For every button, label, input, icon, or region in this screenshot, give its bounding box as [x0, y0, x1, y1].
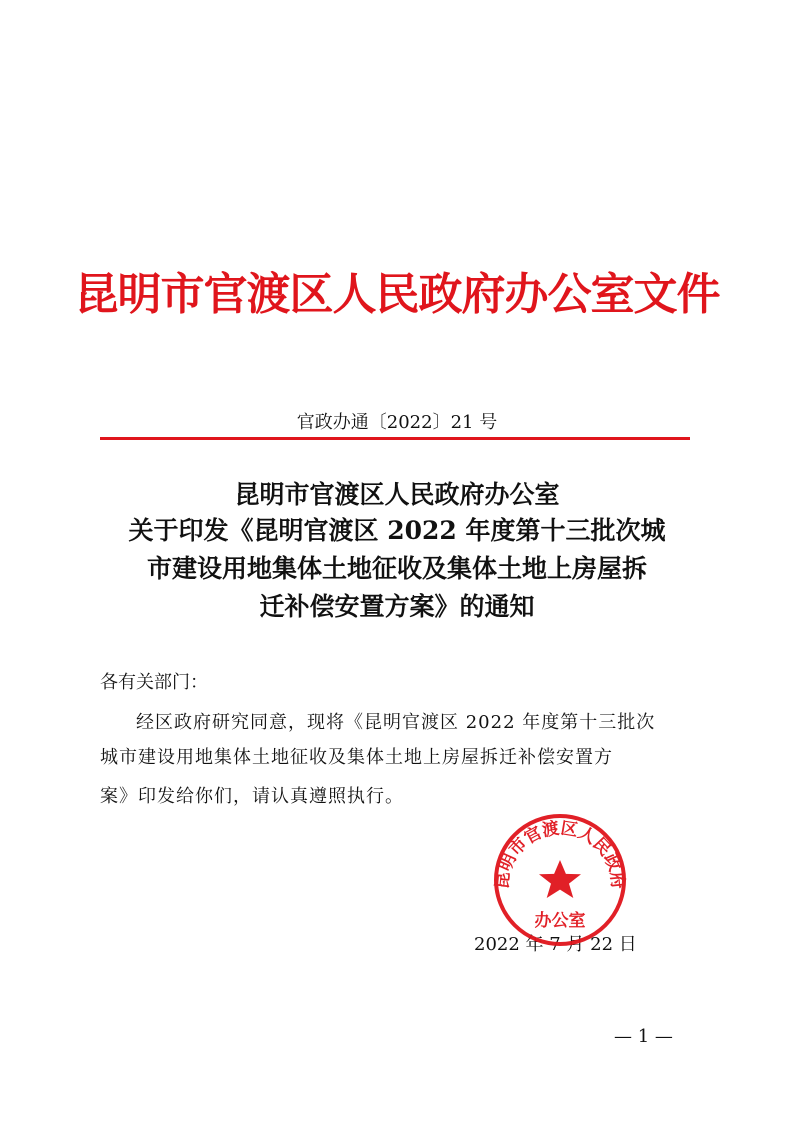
body-line-3: 案》印发给你们，请认真遵照执行。 — [100, 786, 404, 807]
title-line-3: 市建设用地集体土地征收及集体土地上房屋拆 — [146, 554, 647, 583]
document-masthead: 昆明市官渡区人民政府办公室文件 — [74, 269, 720, 320]
title-line-4: 迁补偿安置方案》的通知 — [259, 592, 535, 621]
document-number: 官政办通〔2022〕21 号 — [296, 412, 498, 433]
issue-date: 2022 年 7 月 22 日 — [474, 934, 637, 955]
page-number: — 1 — — [614, 1026, 673, 1047]
red-divider-line — [100, 437, 690, 440]
title-line-2: 关于印发《昆明官渡区 2022 年度第十三批次城 — [128, 516, 666, 545]
body-line-1: 经区政府研究同意，现将《昆明官渡区 2022 年度第十三批次 — [136, 712, 656, 733]
body-line-2: 城市建设用地集体土地征收及集体土地上房屋拆迁补偿安置方 — [100, 747, 613, 768]
salutation: 各有关部门： — [100, 672, 208, 693]
title-line-1: 昆明市官渡区人民政府办公室 — [234, 480, 560, 509]
seal-text-bottom: 办公室 — [534, 911, 586, 931]
star-icon — [539, 860, 581, 898]
seal-text-top: 昆明市官渡区人民政府 — [492, 818, 628, 890]
official-seal — [478, 808, 642, 950]
